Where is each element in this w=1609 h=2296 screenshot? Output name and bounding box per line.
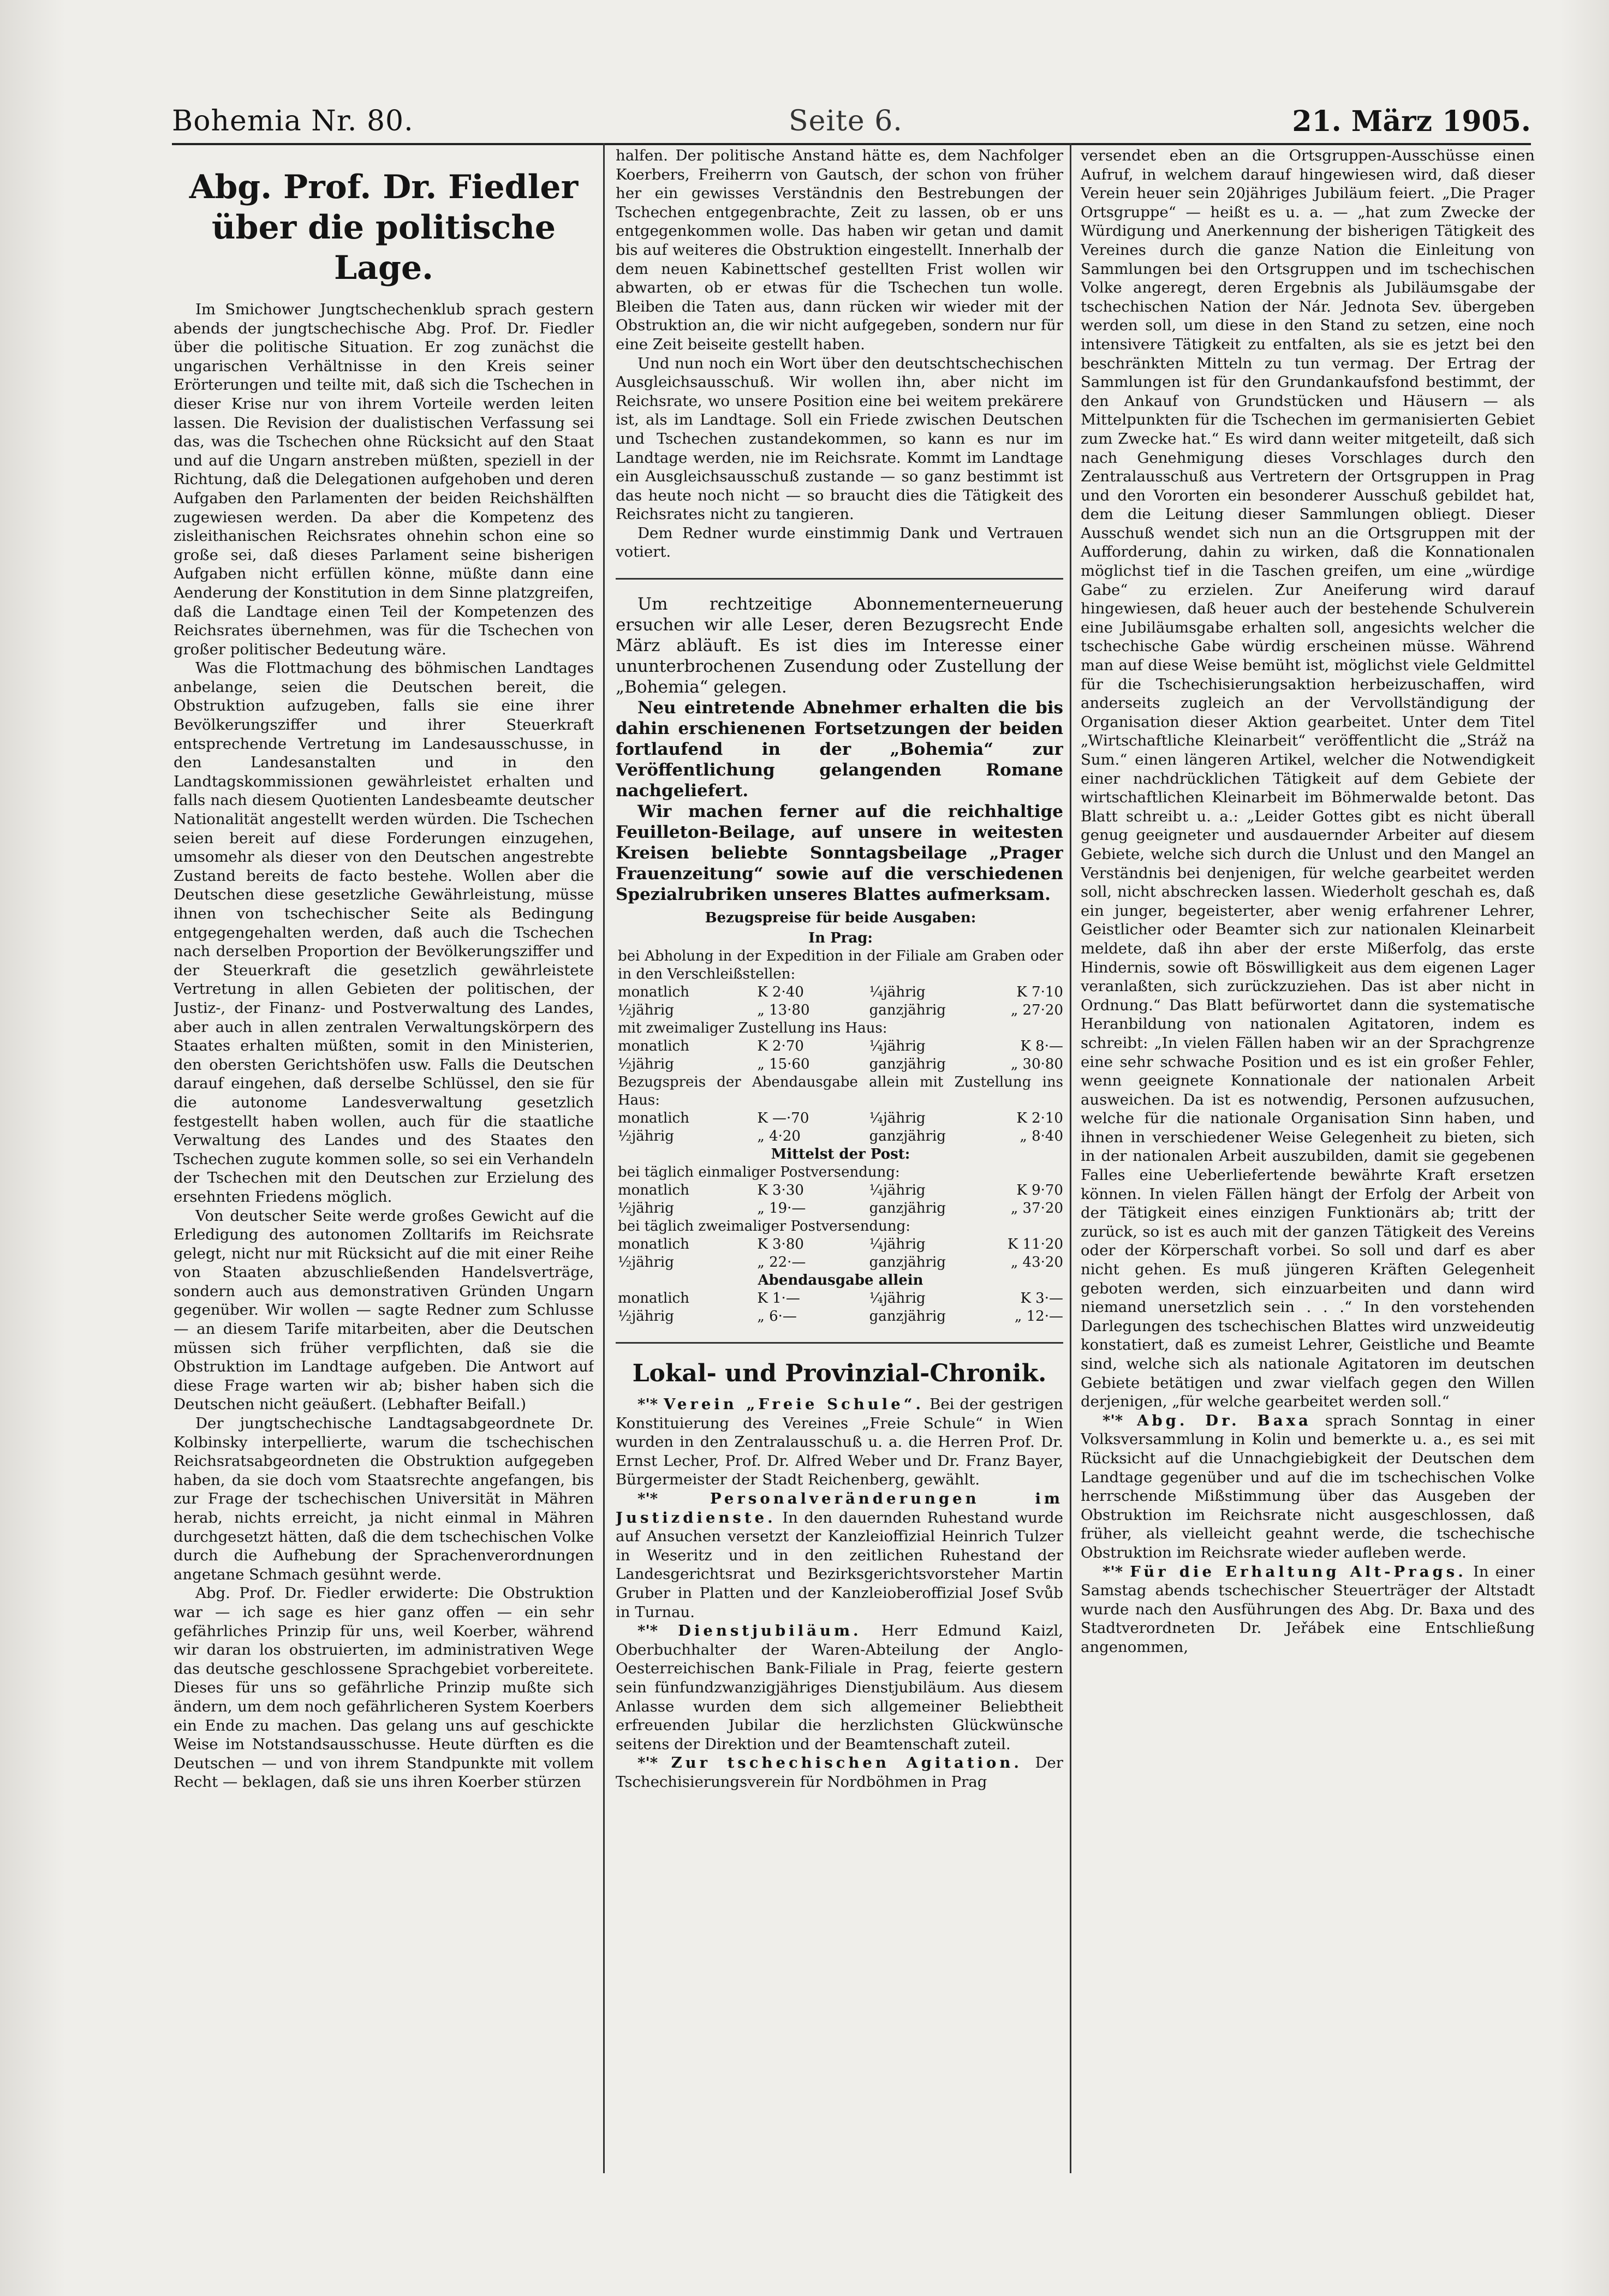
price-period: monatlich xyxy=(618,1110,689,1127)
price-amount: „ 43·20 xyxy=(1010,1254,1063,1271)
price-period: ½jährig xyxy=(618,1254,674,1271)
price-period: ¼jährig xyxy=(869,1236,926,1253)
section-divider xyxy=(616,578,1063,580)
price-period: monatlich xyxy=(618,1236,689,1253)
price-period: ¼jährig xyxy=(869,1038,926,1055)
header-page-number: Seite 6. xyxy=(789,105,903,138)
price-period: monatlich xyxy=(618,1182,689,1199)
article-paragraph: Was die Flottmachung des böhmischen Landtages anbelange, seien die Deutschen bereit, die Obstruktion aufzugeben, falls sie eine ihrer Bevölkerungsziffer und ihrer Steuerkraft entsprechende Vertretung im Landesausschusse, in den Landesanstalten und in den Landtagskommissionen gewährleistet erhalten und falls nach diesem Quotienten Landesbeamte deutscher Nationalität angestellt werden würden. Die Tschechen seien bereit auf diese Forderungen einzugehen, umsomehr als dieser von den Deutschen angestrebte Zustand bereits de facto bestehe. Wollen aber die Deutschen diese gesetzliche Gewährleistung, müsse ihnen von tschechischer Seite als Bedingung entgegengehalten werden, daß auch die Tschechen nach derselben Proportion der Bevölkerungsziffer und der Steuerkraft die gesetzlich gewährleistete Vertretung in allen Gebieten der politischen, der Justiz-, der Finanz- und Postverwaltung des Landes, aber auch in allen zentralen Verwaltungskörpern des Staates erhalten müßten, somit in den Ministerien, den obersten Gerichtshöfen usw. Falls die Deutschen darauf eingehen, daß derselbe Schlüssel, den sie für die autonome Landesverwaltung gesetzlich festgestellt haben wollen, auch für die staatliche Verwaltung des Landes und des Staates den Tschechen zugute kommen solle, so sei ein Verhandeln der Tschechen mit den Deutschen zur Erzielung des ersehnten Friedens möglich. xyxy=(174,659,594,1206)
price-row xyxy=(618,1182,1063,1200)
price-amount: K 8·— xyxy=(1020,1038,1063,1055)
price-period: ganzjährig xyxy=(869,1002,946,1019)
price-amount: „ 19·— xyxy=(757,1200,806,1217)
price-amount: K 1·— xyxy=(757,1290,800,1307)
price-row xyxy=(618,983,1063,1001)
item-text: Der Tschechisierungsverein für Nordböhmen in Prag xyxy=(616,1754,1063,1791)
page-shadow-left xyxy=(0,0,65,2296)
price-amount: „ 4·20 xyxy=(757,1128,801,1145)
notice-paragraph: Um rechtzeitige Abonnementerneuerung ersuchen wir alle Leser, deren Bezugsrecht Ende März abläuft. Es ist dies im Interesse einer ununterbrochenen Zusendung oder Zustellung der „Bohemia“ gelegen. xyxy=(616,594,1063,697)
price-condition: bei Abholung in der Expedition in der Filiale am Graben oder in den Verschleißstellen: xyxy=(618,948,1063,983)
price-condition: Bezugspreis der Abendausgabe allein mit Zustellung ins Haus: xyxy=(618,1074,1063,1109)
price-row xyxy=(618,1200,1063,1218)
price-period: ¼jährig xyxy=(869,984,926,1001)
price-period: ganzjährig xyxy=(869,1128,946,1145)
item-heading: Abg. Dr. Baxa xyxy=(1137,1411,1312,1429)
article-paragraph: Abg. Prof. Dr. Fiedler erwiderte: Die Obstruktion war — ich sage es hier ganz offen — ein sehr gefährliches Prinzip für uns, weil Koerber, während wir daran los obstruierten, im administrativen Wege das deutsche geschlossene Sprachgebiet vorbereitete. Dieses für uns so gefährliche Prinzip mußte sich ändern, um dem noch gefährlicheren System Koerbers ein Ende zu machen. Das gelang uns auf geschickte Weise im Notstandsausschusse. Heute dürften es die Deutschen — und von ihrem Standpunkte mit vollem Recht — beklagen, daß sie uns ihren Koerber stürzen xyxy=(174,1584,594,1791)
news-item xyxy=(1081,1411,1535,1563)
subscription-prices xyxy=(618,909,1063,1326)
price-period: ½jährig xyxy=(618,1308,674,1325)
article-continuation: halfen. Der politische Anstand hätte es, dem Nachfolger Koerbers, Freiherrn von Gautsch, der schon von früher her ein gewisses Verständnis den Bestrebungen der Tschechen entgegenbrachte, Zeit zu lassen, ob er uns entgegenkommen wolle. Das haben wir getan und damit bis auf weiteres die Obstruktion eingestellt. Innerhalb der dem neuen Kabinettschef gestellten Frist wollen wir abwarten, ob er etwas für die Tschechen tun wolle. Bleiben die Taten aus, dann rücken wir wieder mit der Obstruktion an, die wir nicht aufgegeben, sondern nur für eine Zeit beiseite gestellt haben. xyxy=(616,147,1063,353)
notice-paragraph: Neu eintretende Abnehmer erhalten die bis dahin erschienenen Fortsetzungen der beiden fortlaufend in der „Bohemia“ zur Veröffentlichung gelangenden Romane nachgeliefert. xyxy=(616,698,1063,801)
price-table xyxy=(618,929,1063,1326)
header-newspaper-issue: Bohemia Nr. 80. xyxy=(172,105,414,138)
article-title: Abg. Prof. Dr. Fiedler über die politische Lage. xyxy=(189,168,579,287)
item-text: Herr Edmund Kaizl, Oberbuchhalter der Waren-Abteilung der Anglo-Oesterreichischen Bank-Filiale in Prag, feierte gestern sein fünfundzwanzigjähriges Dienstjubiläum. Aus diesem Anlasse wurden dem sich allgemeiner Beliebtheit erfreuenden Jubilar die herzlichsten Glückwünsche seitens der Direktion und der Beamtenschaft zuteil. xyxy=(616,1622,1063,1753)
price-amount: „ 37·20 xyxy=(1010,1200,1063,1217)
price-amount: K —·70 xyxy=(757,1110,809,1127)
price-period: ½jährig xyxy=(618,1128,674,1145)
price-amount: „ 8·40 xyxy=(1020,1128,1063,1145)
price-row xyxy=(618,1055,1063,1074)
price-amount: „ 22·— xyxy=(757,1254,806,1271)
article-continuation: Dem Redner wurde einstimmig Dank und Vertrauen votiert. xyxy=(616,524,1063,561)
article-paragraph: Im Smichower Jungtschechenklub sprach gestern abends der jungtschechische Abg. Prof. Dr. Fiedler über die politische Situation. Er zog zunächst die ungarischen Verhältnisse in den Kreis seiner Erörterungen und teilte mit, daß sich die Tschechen in dieser Krise nur von ihrem Vorteile werden leiten lassen. Die Revision der dualistischen Verfassung sei das, was die Tschechen ohne Rücksicht auf den Staat und auf die Ungarn anstreben müßten, speziell in der Richtung, daß die Delegationen aufgehoben und deren Aufgaben den Parlamenten der beiden Reichshälften zugewiesen werden. Da aber die Kompetenz des zisleithanischen Reichsrates ohnehin schon eine so große sei, daß dieses Parlament seine bisherigen Aufgaben nicht erfüllen könne, müßte dann eine Aenderung der Konstitution in dem Sinne platzgreifen, daß die Landtage einen Teil der Kompetenzen des Reichsrates übernehmen, was für die Tschechen von großer politischer Bedeutung wäre. xyxy=(174,301,594,658)
item-marker: *'* xyxy=(637,1622,678,1640)
col3-items xyxy=(1081,1411,1535,1657)
price-amount: „ 13·80 xyxy=(757,1002,810,1019)
prices-title: Bezugspreise für beide Ausgaben: xyxy=(705,910,976,927)
header-date: 21. März 1905. xyxy=(1292,105,1531,138)
price-section-head: Mittelst der Post: xyxy=(771,1146,910,1163)
column-3 xyxy=(1081,146,1535,2166)
item-marker: *'* xyxy=(637,1754,671,1772)
page-shadow-right xyxy=(1560,0,1609,2296)
price-period: ¼jährig xyxy=(869,1110,926,1127)
item-heading: Für die Erhaltung Alt-Prags. xyxy=(1130,1563,1467,1581)
price-condition: bei täglich einmaliger Postversendung: xyxy=(618,1164,900,1181)
item-heading: Personalveränderungen im Justizdienste. xyxy=(616,1490,1063,1526)
price-amount: K 3·— xyxy=(1020,1290,1063,1307)
col3-paragraph: versendet eben an die Ortsgruppen-Ausschüsse einen Aufruf, in welchem darauf hingewiesen wird, daß dieser Verein heuer sein 20jähriges Jubiläum feiert. „Die Prager Ortsgruppe“ — heißt es u. a. — „hat zum Zwecke der Würdigung und Anerkennung der bisherigen Tätigkeit des Vereines durch die ganze Nation die Einleitung von Sammlungen bei den Ortsgruppen und im tschechischen Volke angeregt, deren Ergebnis als Jubiläumsgabe der tschechischen Nation der Nár. Jednota Sev. übergeben werden soll, um diese in den Stand zu setzen, eine noch intensivere Tätigkeit zu entfalten, als sie es jetzt bei den beschränkten Mitteln zu tun vermag. Der Ertrag der Sammlungen ist für den Grundankaufsfond bestimmt, der den Ankauf von Grundstücken und Häusern — als Mittelpunkten für die Tschechen im germanisierten Gebiet zum Zwecke hat.“ Es wird dann weiter mitgeteilt, daß sich nach Genehmigung dieses Vorschlages durch den Zentralausschuß aus Vertretern der Ortsgruppen in Prag und den Vororten ein besonderer Ausschuß gebildet hat, dem die Leitung dieser Sammlungen obliegt. Dieser Ausschuß wendet sich nun an die Ortsgruppen mit der Aufforderung, dahin zu wirken, daß die Konnationalen möglichst tief in die Taschen greifen, um eine „würdige Gabe“ zu erzielen. Zur Aneiferung wird darauf hingewiesen, daß heuer auch der bestehende Schulverein eine Jubiläumsgabe erhalten soll, angesichts welcher die tschechische Gabe würdig erscheinen müsse. Während man auf diese Weise bemüht ist, möglichst viele Geldmittel für die Tschechisierungsaktion herbeizuschaffen, wird anderseits zugleich an der Vervollständigung der Organisation dieser Aktion gearbeitet. Unter dem Titel „Wirtschaftliche Kleinarbeit“ veröffentlicht die „Stráž na Sum.“ einen längeren Artikel, welcher die Notwendigkeit einer nachdrücklichen Tätigkeit auf dem Gebiete der wirtschaftlichen Kleinarbeit im Böhmerwalde betont. Das Blatt schreibt u. a.: „Leider Gottes gibt es nicht überall genug geeigneter und ausdauernder Arbeiter auf diesem Gebiete, welche sich durch die Unlust und den Mangel an Verständnis bei denjenigen, für welche gearbeitet werden soll, nicht abschrecken lassen. Wiederholt geschah es, daß ein junger, begeisterter, aber wenig erfahrener Lehrer, Geistlicher oder Beamter sich zur nationalen Kleinarbeit meldete, daß ihn aber der erste Mißerfolg, das erste Hindernis, sowie oft Böswilligkeit aus dem eigenen Lager veranlaßten, sich zurückzuziehen. Das ist aber nicht in Ordnung.“ Das Blatt befürwortet dann die systematische Heranbildung von nationalen Agitatoren, indem es schreibt: „In vielen Fällen haben wir an der Sprachgrenze eine sehr schwache Position und es ist ein großer Fehler, wenn geeignete Konnationale der nationalen Arbeit ausweichen. Da ist es notwendig, Personen aufzusuchen, welche für die nationale Organisation Sinn haben, und ihnen in verschiedener Weise Gelegenheit zu bieten, sich in der nationalen Arbeit auszubilden, damit sie gegebenen Falles eine Ueberliefertende bewährte Kraft ersetzen können. In vielen Fällen hängt der Erfolg der Arbeit von der Tätigkeit eines einzigen Funktionärs ab; tritt der zurück, so ist es auch mit der ganzen Tätigkeit des Vereins oder der Körperschaft vorbei. So soll und darf es aber nicht gehen. Es muß jüngeren Kräften Gelegenheit geboten werden, sich einzuarbeiten und dann wird niemand unersetzlich sein . . .“ In den vorstehenden Darlegungen des tschechischen Blattes wird unzweideutig konstatiert, daß es zumeist Lehrer, Geistliche und Beamte sind, welche sich als nationale Agitatoren im deutschen Gebiete betätigen und zwar vielfach gegen den Willen derjenigen, „für welche gearbeitet werden soll.“ xyxy=(1081,147,1535,1411)
news-item xyxy=(1081,1563,1535,1657)
chronik-title: Lokal- und Provinzial-Chronik. xyxy=(632,1359,1047,1388)
price-amount: „ 12·— xyxy=(1014,1308,1063,1325)
price-condition: mit zweimaliger Zustellung ins Haus: xyxy=(618,1020,887,1037)
price-row xyxy=(618,1037,1063,1055)
price-amount: K 3·80 xyxy=(757,1236,804,1253)
article-paragraph: Der jungtschechische Landtagsabgeordnete Dr. Kolbinsky interpellierte, warum die tschechischen Reichsratsabgeordneten die Obstruktion aufgegeben haben, da sie doch vom Staatsrechte angefangen, bis zur Frage der tschechischen Universität in Mähren herab, nichts erreicht, ja nicht einmal in Mähren durchgesetzt hätten, daß die dem tschechischen Volke durch die Aufhebung der Sprachenverordnungen angetane Schmach gesühnt werde. xyxy=(174,1415,594,1583)
price-period: monatlich xyxy=(618,1290,689,1307)
price-row xyxy=(618,1128,1063,1146)
price-period: ¼jährig xyxy=(869,1290,926,1307)
news-item xyxy=(616,1621,1063,1754)
news-item xyxy=(616,1395,1063,1489)
price-period: monatlich xyxy=(618,1038,689,1055)
column-rule-2 xyxy=(1070,143,1071,2173)
price-row xyxy=(618,1308,1063,1326)
price-row xyxy=(618,1110,1063,1128)
article-continuation: Und nun noch ein Wort über den deutschtschechischen Ausgleichsausschuß. Wir wollen ihn, aber nicht im Reichsrate, wo unsere Position eine bei weitem prekärere ist, als im Landtage. Soll ein Friede zwischen Deutschen und Tschechen zustandekommen, so kann es nur im Landtage werden, nie im Reichsrate. Kommt im Landtage ein Ausgleichsausschuß zustande — so ganz bestimmt ist das heute noch nicht — so braucht dies die Tätigkeit des Reichsrates nicht zu tangieren. xyxy=(616,354,1063,523)
news-item xyxy=(616,1489,1063,1621)
price-period: monatlich xyxy=(618,984,689,1001)
price-amount: K 2·10 xyxy=(1016,1110,1063,1127)
price-row xyxy=(618,1236,1063,1254)
item-heading: Zur tschechischen Agitation. xyxy=(671,1754,1022,1772)
price-row xyxy=(618,1254,1063,1272)
price-row xyxy=(618,1290,1063,1308)
item-text: Bei der gestrigen Konstituierung des Vereines „Freie Schule“ in Wien wurden in den Zentralausschuß u. a. die Herren Prof. Dr. Ernst Lecher, Prof. Dr. Alfred Weber und Dr. Franz Bayer, Bürgermeister der Stadt Reichenberg, gewählt. xyxy=(616,1396,1063,1489)
price-amount: K 11·20 xyxy=(1007,1236,1063,1253)
item-marker: *'* xyxy=(1103,1411,1137,1429)
price-amount: „ 30·80 xyxy=(1010,1056,1063,1073)
price-amount: „ 27·20 xyxy=(1010,1002,1063,1019)
item-marker: *'* xyxy=(637,1490,710,1508)
article-paragraph: Von deutscher Seite werde großes Gewicht auf die Erledigung des autonomen Zolltarifs im Reichsrate gelegt, nicht nur mit Rücksicht auf die mit einer Reihe von Staaten abzuschließenden Handelsverträge, sondern auch aus demonstrativen Gründen Ungarn gegenüber. Wir wollen — sagte Redner zum Schlusse — an diesem Tarife mitarbeiten, aber die Deutschen müssen sich früher verpflichten, daß sie die Obstruktion im Landtage aufgeben. Die Antwort auf diese Frage warten wir ab; bisher haben sich die Deutschen nicht geäußert. (Lebhafter Beifall.) xyxy=(174,1207,594,1414)
item-marker: *'* xyxy=(637,1396,664,1414)
price-amount: K 2·40 xyxy=(757,984,804,1001)
price-amount: „ 6·— xyxy=(757,1308,797,1325)
price-amount: K 9·70 xyxy=(1016,1182,1063,1199)
price-period: ½jährig xyxy=(618,1056,674,1073)
news-item xyxy=(616,1754,1063,1791)
item-text: sprach Sonntag in einer Volksversammlung in Kolin und bemerkte u. a., es sei mit Rücksicht auf die Unnachgiebigkeit der Deutschen dem Landtage gegenüber und auf die im tschechischen Volke herrschende Mißstimmung über das Ausgeben der Obstruktion im Reichsrate nicht ausgeschlossen, daß früher, als vielleicht geahnt werde, die tschechische Obstruktion im Reichsrate wieder aufleben werde. xyxy=(1081,1411,1535,1561)
price-period: ½jährig xyxy=(618,1002,674,1019)
price-amount: K 7·10 xyxy=(1016,984,1063,1001)
item-text: In den dauernden Ruhestand wurde auf Ansuchen versetzt der Kanzleioffizial Heinrich Tulzer in Weseritz und in den zeitlichen Ruhestand der Landesgerichtsrat und Bezirksgerichtsvorsteher Martin Gruber in Platten und der Kanzleioberoffizial Josef Svůb in Turnau. xyxy=(616,1508,1063,1621)
price-section-head: In Prag: xyxy=(808,930,873,947)
section-divider xyxy=(616,1342,1063,1344)
price-row xyxy=(618,1001,1063,1019)
price-period: ganzjährig xyxy=(869,1254,946,1271)
column-2 xyxy=(616,146,1063,2166)
price-condition: bei täglich zweimaliger Postversendung: xyxy=(618,1218,910,1235)
item-heading: Verein „Freie Schule“. xyxy=(664,1396,925,1414)
price-period: ganzjährig xyxy=(869,1200,946,1217)
price-section-head: Abendausgabe allein xyxy=(758,1272,923,1289)
page-header xyxy=(172,99,1531,145)
item-text: In einer Samstag abends tschechischer Steuerträger der Altstadt wurde nach den Ausführungen des Abg. Dr. Baxa und des Stadtverordneten Dr. Jeřábek eine Entschließung angenommen, xyxy=(1081,1563,1535,1656)
chronik-items xyxy=(616,1395,1063,1791)
price-amount: K 3·30 xyxy=(757,1182,804,1199)
price-period: ½jährig xyxy=(618,1200,674,1217)
price-amount: K 2·70 xyxy=(757,1038,804,1055)
item-marker: *'* xyxy=(1103,1563,1130,1581)
price-period: ¼jährig xyxy=(869,1182,926,1199)
price-amount: „ 15·60 xyxy=(757,1056,810,1073)
column-rule-1 xyxy=(603,143,605,2173)
item-heading: Dienstjubiläum. xyxy=(678,1622,862,1640)
price-period: ganzjährig xyxy=(869,1056,946,1073)
price-period: ganzjährig xyxy=(869,1308,946,1325)
notice-paragraph: Wir machen ferner auf die reichhaltige Feuilleton-Beilage, auf unsere in weitesten Kreisen beliebte Sonntagsbeilage „Prager Frauenzeitung“ sowie auf die verschiedenen Spezialrubriken unseres Blattes aufmerksam. xyxy=(616,802,1063,905)
column-1 xyxy=(174,146,594,2166)
